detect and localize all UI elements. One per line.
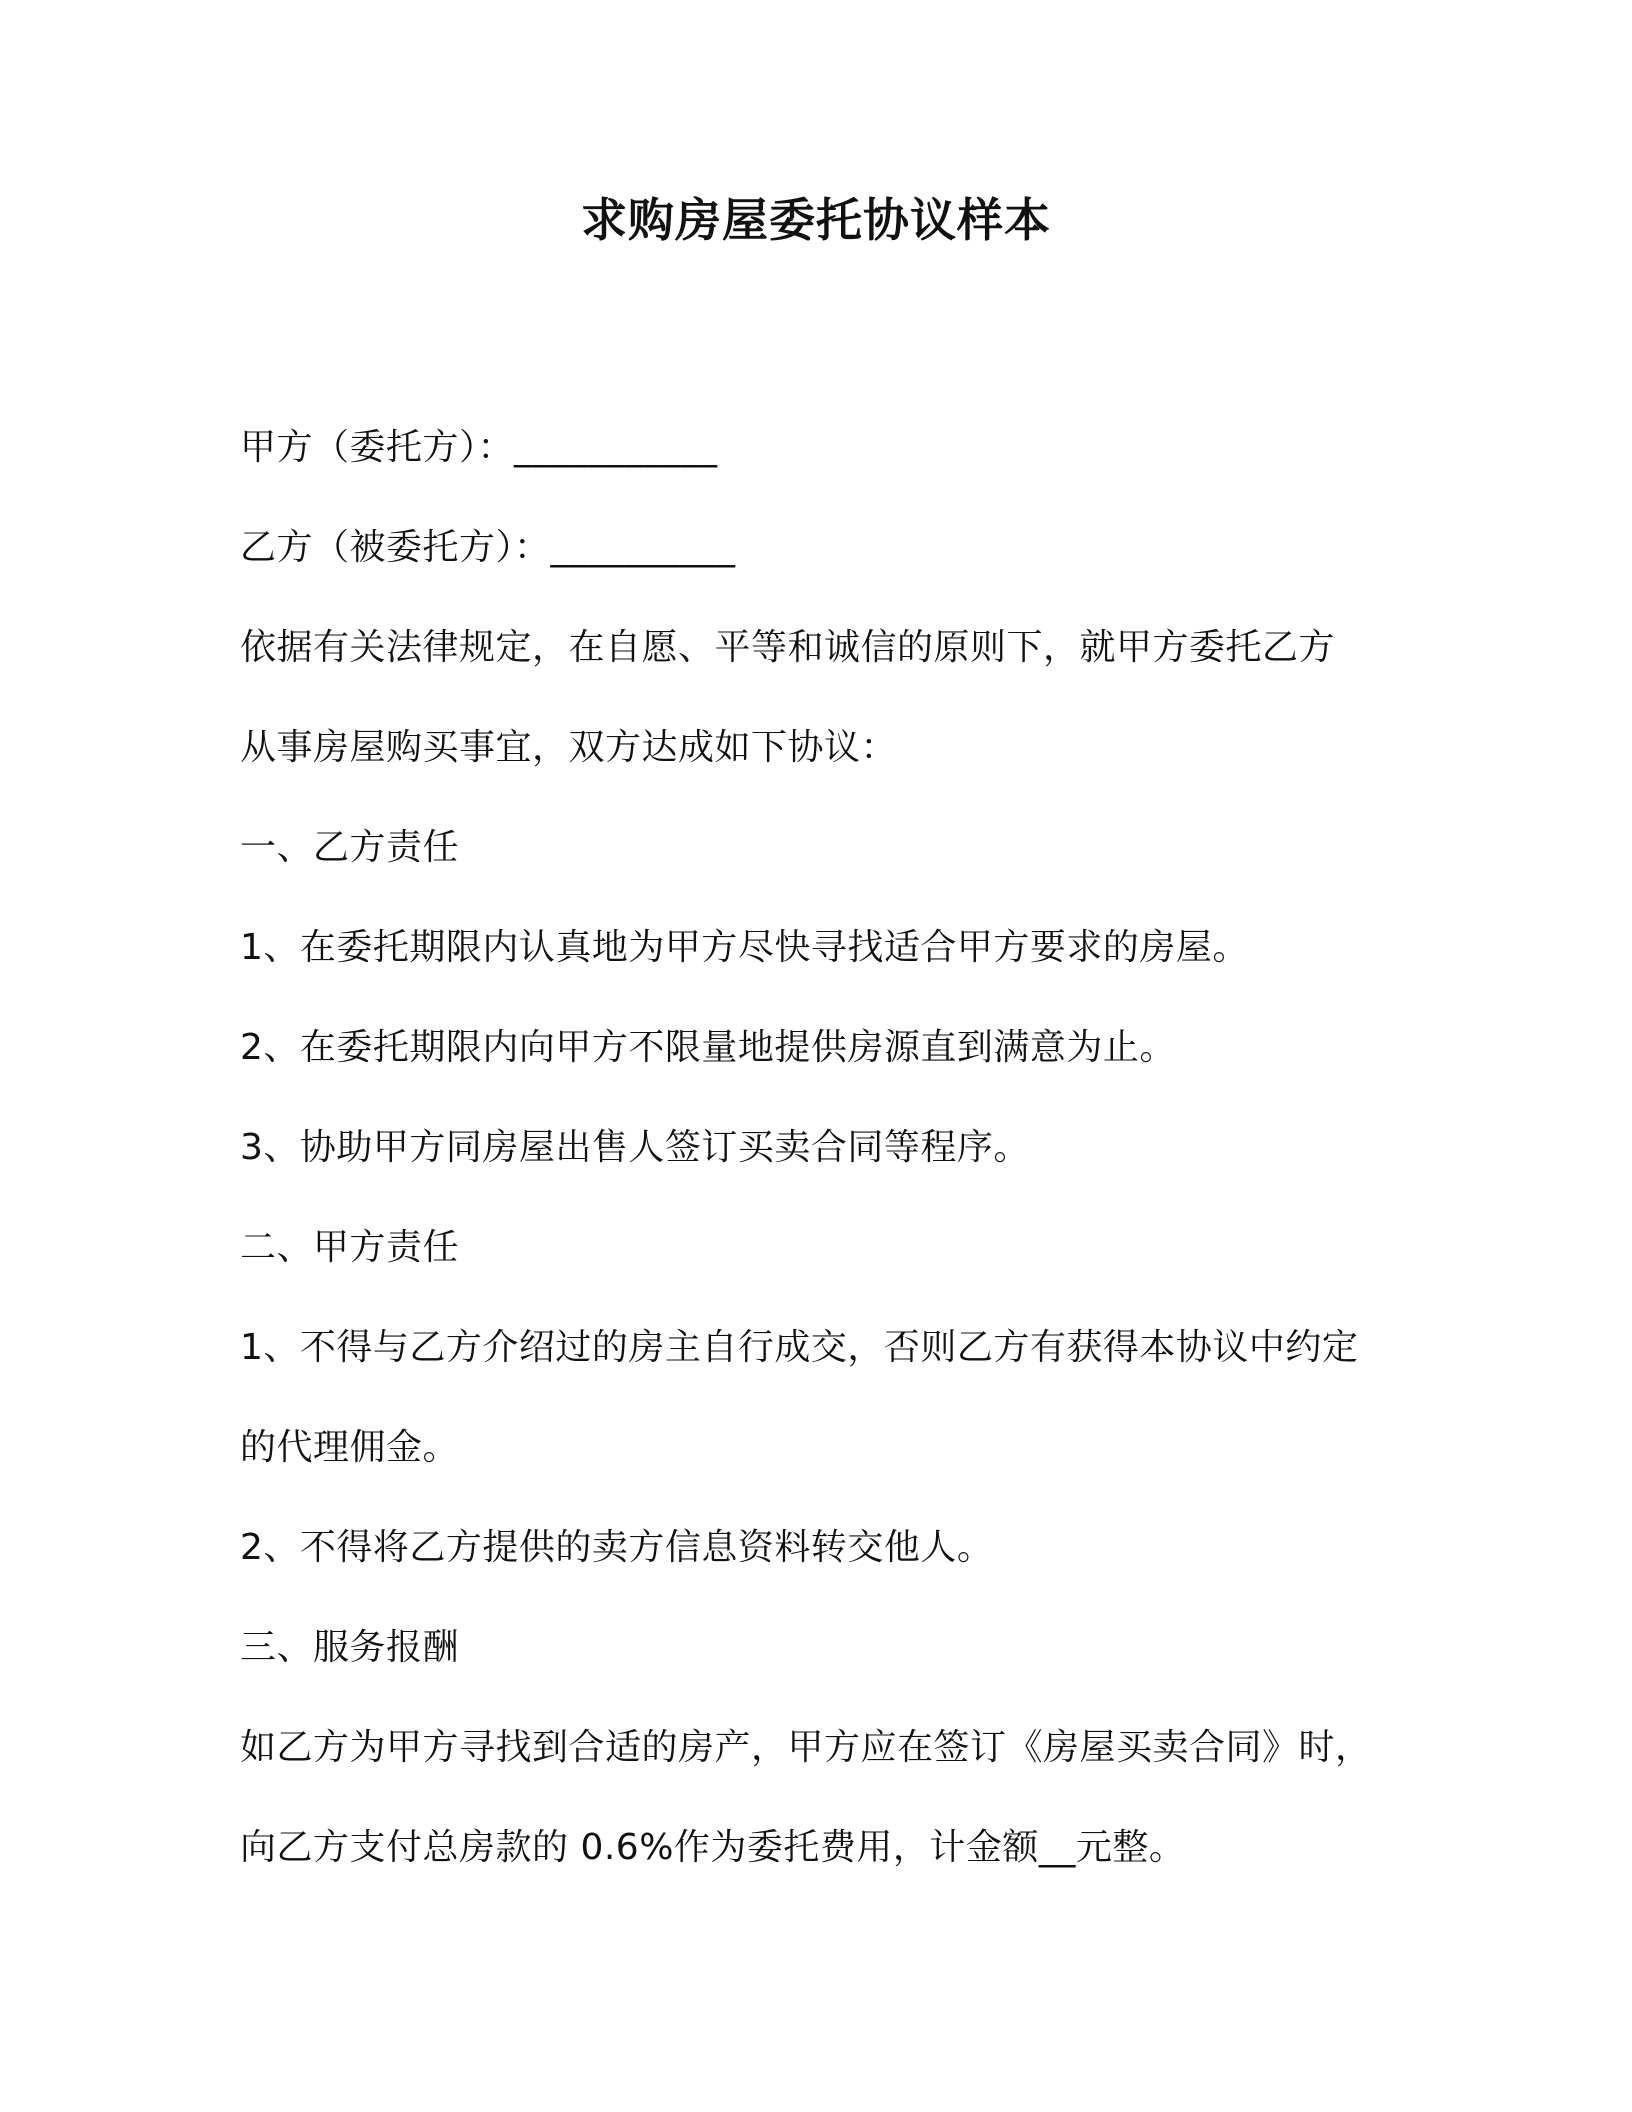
clause-1-1: 1、在委托期限内认真地为甲方尽快寻找适合甲方要求的房屋。 bbox=[240, 927, 1249, 968]
section-heading-2: 二、甲方责任 bbox=[240, 1227, 460, 1268]
clause-2-2: 2、不得将乙方提供的卖方信息资料转交他人。 bbox=[240, 1527, 994, 1568]
payment-line-1: 如乙方为甲方寻找到合适的房产，甲方应在签订《房屋买卖合同》时， bbox=[240, 1727, 1372, 1768]
party-a-line: 甲方（委托方）：___________ bbox=[240, 427, 718, 468]
clause-1-2: 2、在委托期限内向甲方不限量地提供房源直到满意为止。 bbox=[240, 1027, 1176, 1068]
clause-2-1-line-2: 的代理佣金。 bbox=[240, 1427, 460, 1468]
document-title: 求购房屋委托协议样本 bbox=[581, 193, 1051, 247]
clause-2-1-line-1: 1、不得与乙方介绍过的房主自行成交，否则乙方有获得本协议中约定 bbox=[240, 1327, 1359, 1368]
section-heading-1: 一、乙方责任 bbox=[240, 827, 460, 868]
section-heading-3: 三、服务报酬 bbox=[240, 1627, 460, 1668]
party-b-line: 乙方（被委托方）：__________ bbox=[240, 527, 736, 568]
preamble-line-1: 依据有关法律规定，在自愿、平等和诚信的原则下，就甲方委托乙方 bbox=[240, 627, 1336, 668]
payment-line-2: 向乙方支付总房款的 0.6%作为委托费用，计金额__元整。 bbox=[240, 1827, 1186, 1868]
preamble-line-2: 从事房屋购买事宜，双方达成如下协议： bbox=[240, 727, 898, 768]
clause-1-3: 3、协助甲方同房屋出售人签订买卖合同等程序。 bbox=[240, 1127, 1030, 1168]
